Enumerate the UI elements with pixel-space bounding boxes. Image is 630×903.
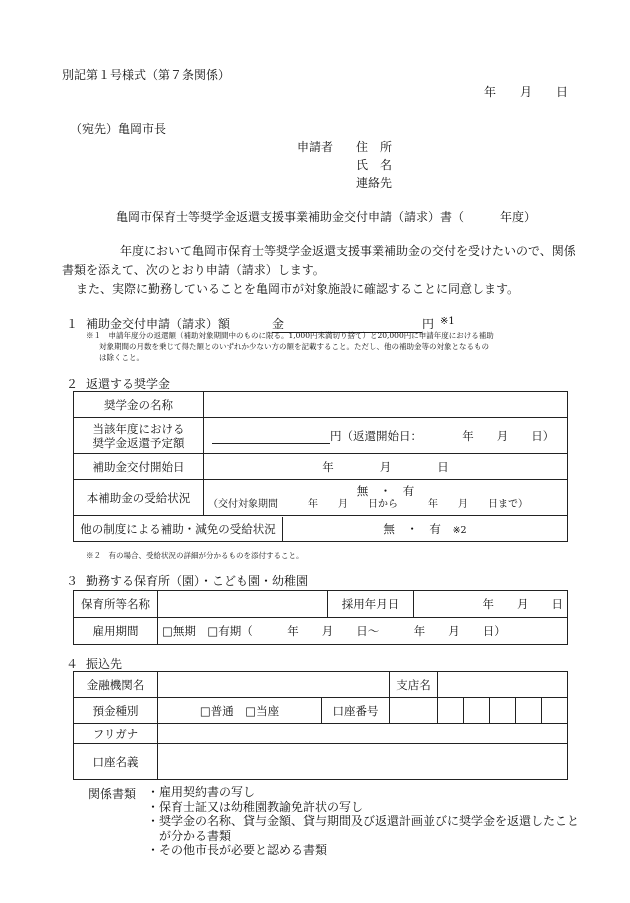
scholarship-name-field[interactable] (204, 392, 568, 418)
repayment-amount-label-b: 奨学金返還予定額 (92, 435, 185, 450)
docs-list (147, 785, 579, 858)
section2-number: ２ (66, 377, 79, 391)
section1-note-3: は除くこと。 (99, 353, 144, 362)
section1-mark: ※1 (440, 316, 455, 327)
furigana-label: フリガナ (74, 724, 158, 744)
other-subsidy-choice: 無 ・ 有 (383, 521, 441, 536)
section4-number: ４ (66, 657, 79, 671)
docs-label: 関係書類 (88, 787, 137, 801)
other-subsidy-label: 他の制度による補助・減免の受給状況 (74, 517, 283, 541)
section1-label: 補助金交付申請（請求）額 (86, 317, 231, 331)
contact-label: 連絡先 (356, 176, 393, 190)
docs-item: ・雇用契約書の写し (147, 785, 256, 799)
account-number-digit[interactable] (516, 698, 542, 724)
docs-item: が分かる書類 (147, 828, 232, 843)
workplace-table (73, 590, 568, 645)
intro-line-3: また、実際に勤務していることを亀岡市が対象施設に確認することに同意します。 (76, 282, 520, 296)
intro-line-1: 年度において亀岡市保育士等奨学金返還支援事業補助金の交付を受けたいので、関係 (120, 244, 576, 258)
hire-date-field[interactable]: 年 月 日 (414, 591, 568, 618)
subsidy-status-period: （交付対象期間 年 月 日から 年 月 日まで） (208, 498, 528, 510)
section1-number: １ (66, 317, 79, 331)
bank-table (73, 671, 568, 780)
account-holder-field[interactable] (158, 744, 568, 780)
repayment-amount-field[interactable] (204, 418, 568, 454)
section3-label: 勤務する保育所（園）・こども園・幼稚園 (86, 574, 309, 588)
scholarship-name-label: 奨学金の名称 (74, 392, 204, 418)
section2-label: 返還する奨学金 (86, 377, 171, 391)
other-subsidy-row (74, 516, 568, 542)
account-number-label: 口座番号 (322, 698, 390, 724)
account-number-digit[interactable] (542, 698, 568, 724)
bank-name-field[interactable] (158, 672, 390, 698)
subsidy-start-label: 補助金交付開始日 (74, 454, 204, 480)
employment-period-label: 雇用期間 (74, 618, 158, 645)
furigana-field[interactable] (158, 724, 568, 744)
facility-name-field[interactable] (158, 591, 328, 618)
subsidy-status-field[interactable] (204, 480, 568, 516)
form-number: 別記第１号様式（第７条関係） (62, 68, 231, 82)
section3-number: ３ (66, 574, 79, 588)
subsidy-status-choice: 無 ・ 有 (356, 483, 415, 498)
date-line: 年 月 日 (484, 85, 569, 99)
repayment-amount-label (74, 418, 204, 454)
hire-date-label: 採用年月日 (328, 591, 414, 618)
branch-name-label: 支店名 (390, 672, 438, 698)
docs-item: ・奨学金の名称、貸与金額、貸与期間及び返還計画並びに奨学金を返還したこと (147, 814, 580, 828)
subsidy-start-field[interactable]: 年 月 日 (204, 454, 568, 480)
amount-prefix: 金 (272, 317, 285, 331)
account-type-field[interactable]: □普通 □当座 (158, 698, 322, 724)
other-subsidy-mark: ※2 (452, 524, 467, 536)
section2-note: ※２ 有の場合、受給状況の詳細が分かるものを添付すること。 (86, 551, 304, 560)
name-label: 氏 名 (356, 158, 393, 172)
repayment-amount-label-a: 当該年度における (92, 421, 185, 436)
applicant-label: 申請者 (297, 140, 334, 154)
intro-line-2: 書類を添えて、次のとおり申請（請求）します。 (62, 263, 325, 277)
subsidy-status-label: 本補助金の受給状況 (74, 480, 204, 516)
account-number-digit[interactable] (464, 698, 490, 724)
docs-item: ・その他市長が必要と認める書類 (147, 843, 328, 857)
bank-name-label: 金融機関名 (74, 672, 158, 698)
document-title: 亀岡市保育士等奨学金返還支援事業補助金交付申請（請求）書（ 年度） (116, 210, 537, 224)
docs-item: ・保育士証又は幼稚園教諭免許状の写し (147, 799, 364, 814)
section1-note-1: ※１ 申請年度分の返還額（補助対象期間中のものに限る。1,000円未満切り捨て）と20,000円に申請年度における補助 (86, 331, 494, 340)
other-subsidy-field[interactable] (283, 521, 567, 537)
account-number-digit[interactable] (390, 698, 438, 724)
account-holder-label: 口座名義 (74, 744, 158, 780)
section1-note-2: 対象期間の月数を乗じて得た額とのいずれか少ない方の額を記載すること。ただし、他の補助金等の対象となるもの (99, 342, 489, 351)
account-number-digit[interactable] (490, 698, 516, 724)
repayment-start: （返還開始日： 年 月 日） (341, 428, 555, 443)
scholarship-table (73, 391, 568, 542)
branch-name-field[interactable] (438, 672, 568, 698)
repayment-yen: 円 (330, 428, 342, 443)
employment-period-field[interactable]: □無期 □有期（ 年 月 日～ 年 月 日） (158, 618, 568, 645)
addressee: （宛先）亀岡市長 (70, 122, 167, 136)
account-number-digit[interactable] (438, 698, 464, 724)
address-label: 住 所 (356, 140, 393, 154)
section4-label: 振込先 (86, 657, 123, 671)
amount-suffix: 円 (422, 317, 435, 331)
facility-name-label: 保育所等名称 (74, 591, 158, 618)
account-type-label: 預金種別 (74, 698, 158, 724)
